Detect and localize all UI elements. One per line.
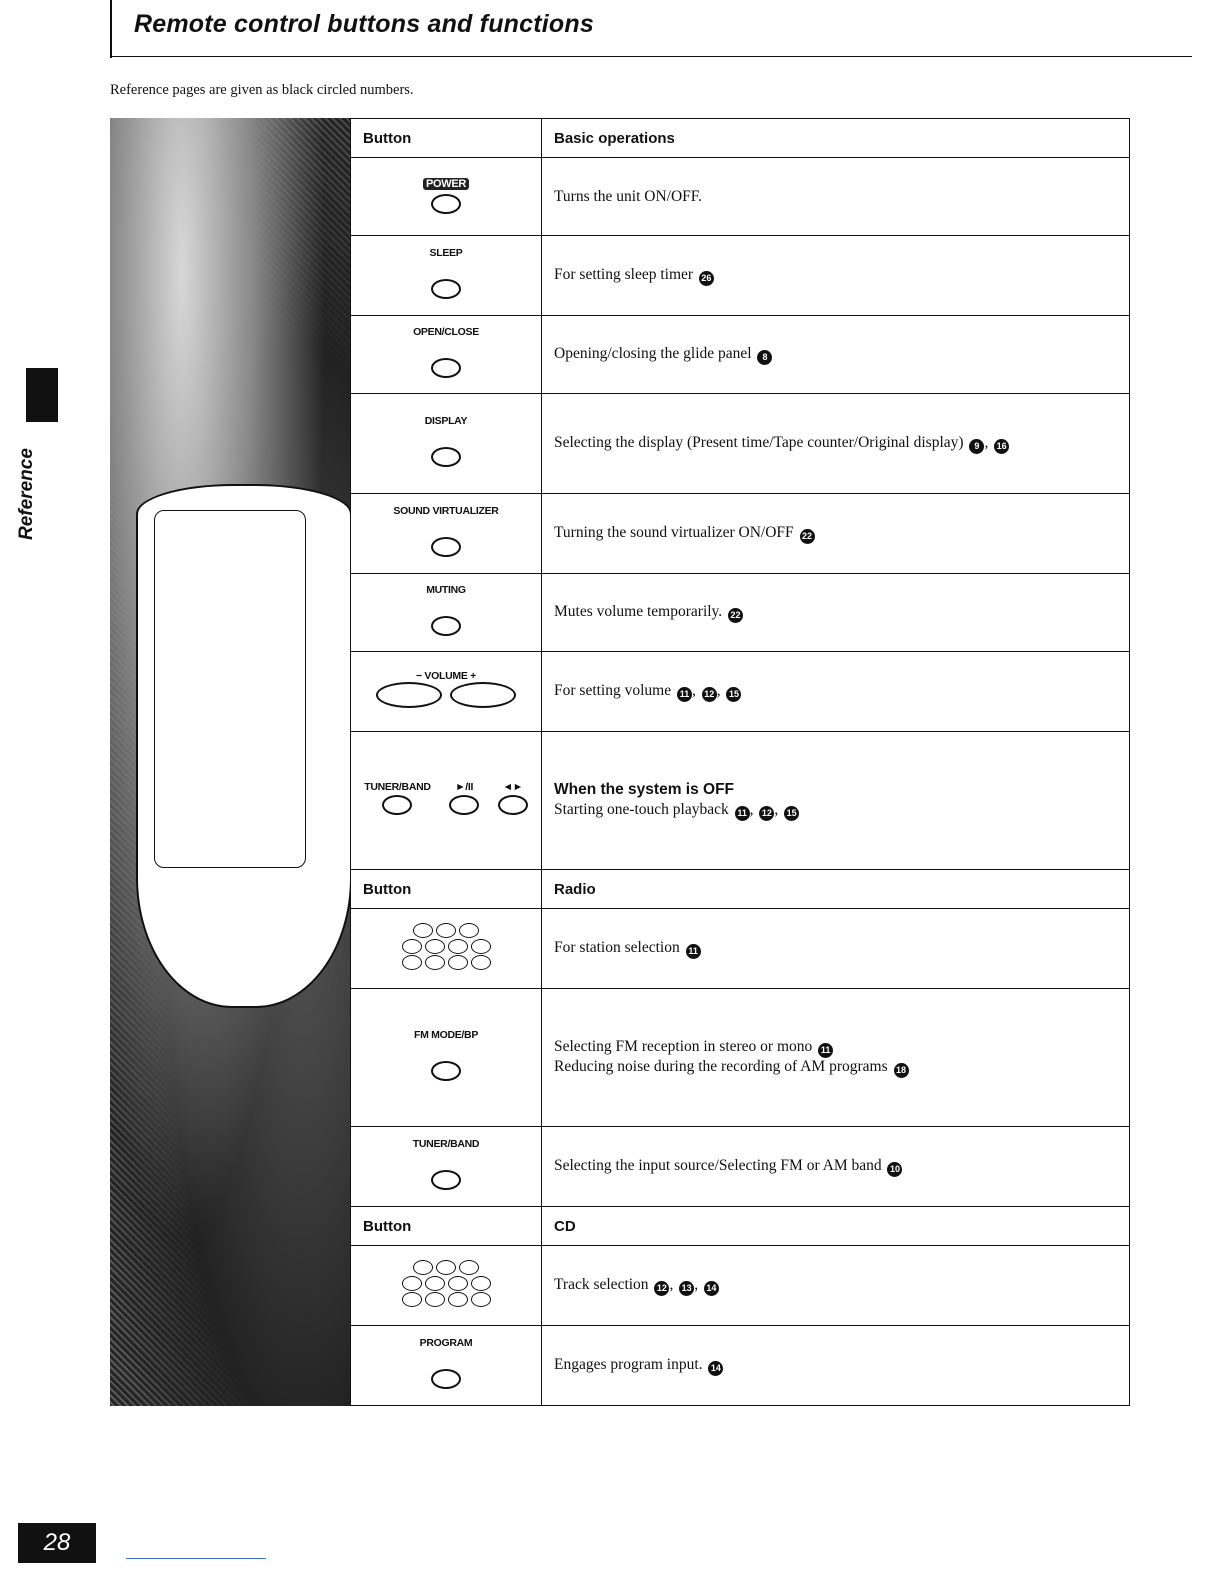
button-cell <box>351 989 542 1127</box>
page-ref-badge: 10 <box>887 1162 902 1177</box>
button-shape-icon <box>431 537 461 557</box>
number-button-icon <box>425 1276 445 1291</box>
description-text: For setting sleep timer <box>554 265 694 283</box>
header-rule <box>110 56 1192 57</box>
button-shape-icon <box>382 795 412 815</box>
description-cell <box>542 989 1130 1127</box>
description-line <box>554 1356 1129 1376</box>
description-text: For setting volume <box>554 681 672 699</box>
number-button-icon <box>425 955 445 970</box>
button-label: SOUND VIRTUALIZER <box>393 505 499 517</box>
number-buttons-icon <box>402 922 491 971</box>
volume-down-icon <box>376 682 442 708</box>
table-row <box>351 494 1130 574</box>
button-label: TUNER/BAND <box>364 781 431 793</box>
number-button-icon <box>425 939 445 954</box>
number-button-icon <box>436 1260 456 1275</box>
number-buttons-row <box>402 955 491 970</box>
table-row <box>351 1246 1130 1326</box>
number-button-icon <box>413 1260 433 1275</box>
description-line <box>554 603 1129 623</box>
table-row <box>351 236 1130 316</box>
description-cell <box>542 574 1130 652</box>
reference-note: Reference pages are given as black circled numbers. <box>110 82 414 98</box>
button-group <box>364 781 430 820</box>
description-heading: When the system is OFF <box>554 780 735 798</box>
number-button-icon <box>471 939 491 954</box>
number-button-icon <box>471 955 491 970</box>
button-group <box>498 781 528 820</box>
side-label: Reference <box>16 448 37 540</box>
column-header-button: Button <box>351 1207 542 1246</box>
button-shape-icon <box>431 194 461 214</box>
description-line <box>554 524 1129 544</box>
page-ref-badge: 14 <box>708 1361 723 1376</box>
description-line <box>554 266 1129 286</box>
page-ref-badge: 16 <box>994 439 1009 454</box>
description-cell <box>542 158 1130 236</box>
description-line <box>554 1038 1129 1058</box>
button-cell <box>351 1326 542 1406</box>
number-buttons-row <box>402 939 491 954</box>
button-cell <box>351 574 542 652</box>
description-line <box>554 1157 1129 1177</box>
table-row <box>351 732 1130 870</box>
description-text: Track selection <box>554 1275 649 1293</box>
button-cell <box>351 316 542 394</box>
description-cell <box>542 1246 1130 1326</box>
table-row <box>351 652 1130 732</box>
description-cell <box>542 732 1130 870</box>
remote-button-panel <box>154 510 306 868</box>
table-row <box>351 574 1130 652</box>
button-label: DISPLAY <box>424 415 468 427</box>
button-cell <box>351 652 542 732</box>
page-ref-badge: 22 <box>800 529 815 544</box>
description-text: For station selection <box>554 938 680 956</box>
description-cell <box>542 236 1130 316</box>
page-ref-badge: 8 <box>757 350 772 365</box>
page-ref-badge: 9 <box>969 439 984 454</box>
description-cell <box>542 909 1130 989</box>
button-cell <box>351 236 542 316</box>
number-buttons-row <box>402 1260 491 1275</box>
number-button-icon <box>471 1276 491 1291</box>
operations-table <box>350 118 1130 1406</box>
description-line <box>554 939 1129 959</box>
number-button-icon <box>402 939 422 954</box>
description-text: Opening/closing the glide panel <box>554 344 752 362</box>
button-shape-icon <box>431 616 461 636</box>
description-cell <box>542 316 1130 394</box>
table-row <box>351 316 1130 394</box>
page-ref-badge: 15 <box>726 687 741 702</box>
number-button-icon <box>448 939 468 954</box>
number-button-icon <box>448 1292 468 1307</box>
button-group <box>449 781 479 820</box>
page-ref-badge: 11 <box>686 944 701 959</box>
button-trio <box>351 781 541 820</box>
number-button-icon <box>436 923 456 938</box>
table-row <box>351 989 1130 1127</box>
page-ref-badge: 15 <box>784 806 799 821</box>
number-button-icon <box>471 1292 491 1307</box>
button-label: PROGRAM <box>419 1337 473 1349</box>
description-cell <box>542 652 1130 732</box>
description-text: Engages program input. <box>554 1355 703 1373</box>
button-label: − VOLUME + <box>415 670 476 682</box>
description-line: Starting one-touch playback 11 , 12 , 15 <box>554 801 1129 821</box>
description-line: Selecting the display (Present time/Tape counter/Original display) 9 , 16 <box>554 434 1129 454</box>
page-title: Remote control buttons and functions <box>134 10 594 38</box>
button-label: OPEN/CLOSE <box>413 326 479 338</box>
table-row <box>351 1326 1130 1406</box>
button-cell <box>351 1127 542 1207</box>
number-buttons-icon <box>402 1259 491 1308</box>
column-header-button: Button <box>351 870 542 909</box>
number-buttons-row <box>402 1276 491 1291</box>
button-shape-icon <box>431 358 461 378</box>
button-shape-icon <box>431 1369 461 1389</box>
description-line <box>554 188 1129 206</box>
section-header-row <box>351 870 1130 909</box>
page-ref-badge: 12 <box>759 806 774 821</box>
column-header-ops: Basic operations <box>542 119 1130 158</box>
button-label: ►/II <box>455 781 474 793</box>
section-header-row <box>351 119 1130 158</box>
button-cell <box>351 1246 542 1326</box>
description-cell <box>542 1127 1130 1207</box>
button-shape-icon <box>431 447 461 467</box>
header-bar <box>110 0 112 58</box>
button-label: POWER <box>423 178 469 190</box>
remote-photo <box>110 118 350 1406</box>
column-header-ops: CD <box>542 1207 1130 1246</box>
description-line <box>554 345 1129 365</box>
volume-up-icon <box>450 682 516 708</box>
number-buttons-row <box>402 1292 491 1307</box>
number-button-icon <box>425 1292 445 1307</box>
description-text: Turning the sound virtualizer ON/OFF <box>554 523 794 541</box>
description-text: Selecting the input source/Selecting FM or AM band <box>554 1156 882 1174</box>
table-row <box>351 1127 1130 1207</box>
description-line <box>554 1058 1129 1078</box>
description-text: Selecting FM reception in stereo or mono <box>554 1037 813 1055</box>
page-ref-badge: 11 <box>818 1043 833 1058</box>
button-label: MUTING <box>426 584 466 596</box>
table-row <box>351 158 1130 236</box>
description-cell <box>542 1326 1130 1406</box>
page-ref-badge: 14 <box>704 1281 719 1296</box>
number-button-icon <box>413 923 433 938</box>
button-cell <box>351 394 542 494</box>
button-label: ◄► <box>502 781 523 793</box>
number-button-icon <box>402 1276 422 1291</box>
number-button-icon <box>448 1276 468 1291</box>
remote-illustration <box>136 484 350 1008</box>
button-label: FM MODE/BP <box>413 1029 479 1041</box>
page-ref-badge: 22 <box>728 608 743 623</box>
button-cell <box>351 732 542 870</box>
number-buttons-row <box>402 923 491 938</box>
column-header-ops: Radio <box>542 870 1130 909</box>
description-text: Selecting the display (Present time/Tape counter/Original display) <box>554 433 964 451</box>
description-text: Turns the unit ON/OFF. <box>554 187 703 205</box>
description-cell <box>542 494 1130 574</box>
column-header-button: Button <box>351 119 542 158</box>
button-label: SLEEP <box>429 247 463 259</box>
button-cell <box>351 494 542 574</box>
page-ref-badge: 26 <box>699 271 714 286</box>
button-label: TUNER/BAND <box>412 1138 480 1150</box>
button-shape-icon <box>449 795 479 815</box>
page-ref-badge: 18 <box>894 1063 909 1078</box>
description-line: Track selection 12 , 13 , 14 <box>554 1276 1129 1296</box>
button-shape-icon <box>498 795 528 815</box>
page-ref-badge: 11 <box>677 687 692 702</box>
page-number: 28 <box>18 1523 96 1563</box>
number-button-icon <box>402 955 422 970</box>
description-text: Mutes volume temporarily. <box>554 602 723 620</box>
button-cell <box>351 158 542 236</box>
description-line: For setting volume 11 , 12 , 15 <box>554 682 1129 702</box>
page-ref-badge: 11 <box>735 806 750 821</box>
button-shape-icon <box>431 1170 461 1190</box>
description-text: Starting one-touch playback <box>554 800 729 818</box>
number-button-icon <box>459 923 479 938</box>
section-header-row <box>351 1207 1130 1246</box>
page-ref-badge: 12 <box>702 687 717 702</box>
table-row <box>351 394 1130 494</box>
side-tab <box>26 368 58 422</box>
button-shape-icon <box>431 1061 461 1081</box>
volume-buttons <box>351 682 541 713</box>
button-cell <box>351 909 542 989</box>
number-button-icon <box>459 1260 479 1275</box>
page-ref-badge: 13 <box>679 1281 694 1296</box>
button-shape-icon <box>431 279 461 299</box>
number-button-icon <box>448 955 468 970</box>
page-ref-badge: 12 <box>654 1281 669 1296</box>
description-cell <box>542 394 1130 494</box>
number-button-icon <box>402 1292 422 1307</box>
footer-line <box>126 1558 266 1559</box>
description-text: Reducing noise during the recording of AM programs <box>554 1057 888 1075</box>
table-row <box>351 909 1130 989</box>
